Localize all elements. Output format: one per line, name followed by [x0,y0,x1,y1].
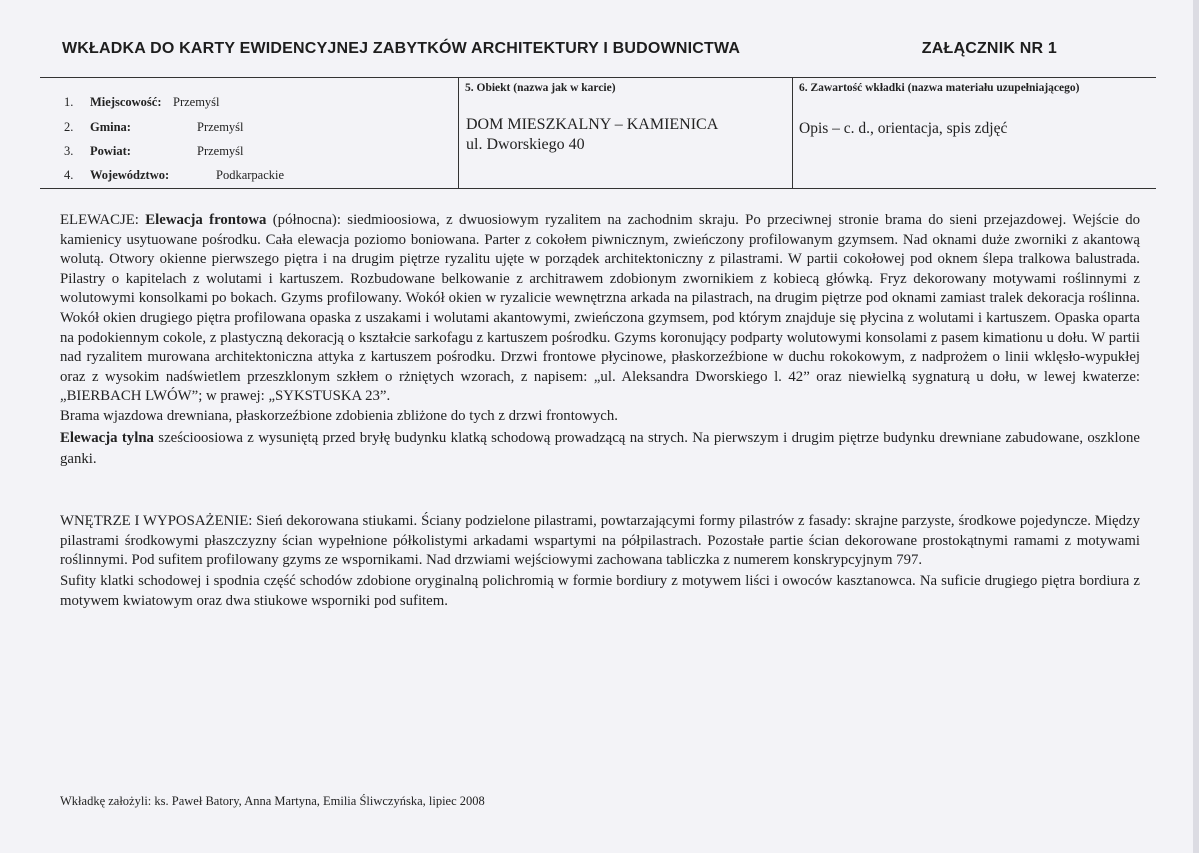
location-row [64,144,244,159]
row-number: 3. [64,144,74,158]
location-row [64,168,285,183]
object-heading: 5. Obiekt (nazwa jak w karcie) [465,82,616,94]
interior-paragraph: WNĘTRZE I WYPOSAŻENIE: Sień dekorowana stiukami. Ściany podzielone pilastrami, powtarzającymi formy pilastrów z fasady: skrajne parzyste, środkowe pojedyncze. Między pilastrami środkowymi płaszczyzny ścian wypełnione półkolistymi arkadami wspartymi na półpilastrach. Pozostałe partie ścian dekorowane prostokątnymi ramami z motywami roślinnymi. Pod sufitem profilowany gzyms ze wspornikami. Nad drzwiami wejściowymi zachowana tabliczka z numerem konskrypcyjnym 797. [60,513,1140,569]
sheet-title: WKŁADKA DO KARTY EWIDENCYJNEJ ZABYTKÓW ARCHITEKTURY I BUDOWNICTWA [62,40,741,57]
rear-elevation-text: sześcioosiowa z wysuniętą przed bryłę budynku klatką schodową prowadzącą na strych. Na pierwszym i drugim piętrze budynku drewniane zabudowane, oszklone ganki. [60,429,1140,467]
row-label: Miejscowość: [90,95,162,109]
contents-column [792,78,1156,188]
row-label: Gmina: [90,120,131,134]
location-row [64,95,220,110]
ceiling-paragraph: Sufity klatki schodowej i spodnia część schodów zdobione oryginalną polichromią w formie bordiury z motywem liści i owoców kasztanowca. Na suficie drugiego piętra bordiura z motywem kwiatowym oraz dwa stiukowe wsporniki pod sufitem. [60,572,1140,609]
front-elevation-text: (północna): siedmioosiowa, z dwuosiowym ryzalitem na zachodnim skraju. Po przeciwnej stronie brama do sieni przejazdowej. Wejście do kamienicy usytuowane pośrodku. Cała elewacja poziomo boniowana. Parter z cokołem piwnicznym, zwieńczony profilowanym gzymsem. Nad oknami duże zworniki z akantową wolutą. Otwory okienne pierwszego piętra i na drugim piętrze ryzalitu ujęte w porządek architektoniczny z pilastrami. W partii cokołowej pod oknem ślepa tralkowa balustrada. Pilastry o kapitelach z wolutami i kartuszem. Rozbudowane belkowanie z architrawem zdobionym zwornikiem z kobiecą główką. Fryz dekorowany motywami roślinnymi z wolutowymi konsolkami po bokach. Gzyms profilowany. Wokół okien w ryzalicie wewnętrzna arkada na pilastrach, na drugim piętrze pod oknami zamiast tralek dekoracja roślinna. Wokół okien drugiego piętra profilowana opaska z uszakami i wolutami akantowymi, zwieńczona gzymsem, pod którym znajduje się płycina z wolutami i kartuszem. Opaska oparta na podokiennym cokole, z plastyczną dekoracją o kształcie sarkofagu z kartuszem pośrodku. Gzyms koronujący podparty wolutowymi konsolami z pasem kimationu u dołu. W partii nad ryzalitem murowana architektoniczna attyka z kartuszem pośrodku. Drzwi frontowe płycinowe, płaskorzeźbione w duchu rokokowym, z nadprożem o linii wklęsło-wypukłej oraz z wysokim nadświetlem przeszklonym szkłem o rżniętych wzorach, z napisem: „ul. Aleksandra Dworskiego l. 42” oraz niewielką sygnaturą u dołu, w lewej kwaterze: „BIERBACH LWÓW”; w prawej: „SYKSTUSKA 23”. [60,212,1140,405]
object-name: DOM MIESZKALNY – KAMIENICA [466,116,719,133]
row-number: 1. [64,95,74,109]
object-address: ul. Dworskiego 40 [466,136,585,153]
row-value: Przemyśl [197,120,244,134]
row-label: Województwo: [90,168,170,182]
rear-elevation-label: Elewacja tylna [60,429,154,446]
row-number: 2. [64,120,74,134]
interior-section [60,512,1140,611]
row-value: Podkarpackie [216,168,285,182]
object-column [458,78,793,188]
row-number: 4. [64,168,74,182]
row-value: Przemyśl [173,95,220,109]
paper-edge [1193,0,1199,853]
annex-label: ZAŁĄCZNIK NR 1 [921,40,1057,57]
elevations-section [60,211,1140,470]
authors-note: Wkładkę założyli: ks. Paweł Batory, Anna Martyna, Emilia Śliwczyńska, lipiec 2008 [60,794,485,808]
front-elevation-label: Elewacja frontowa [145,212,267,228]
contents-value: Opis – c. d., orientacja, spis zdjęć [799,120,1008,137]
row-value: Przemyśl [197,144,244,158]
location-column [40,78,458,188]
object-name-block [466,115,718,155]
location-row [64,120,244,135]
rear-elevation-paragraph [60,428,1140,470]
gate-paragraph: Brama wjazdowa drewniana, płaskorzeźbione zdobienia zbliżone do tych z drzwi frontowych. [60,407,618,424]
sheet-header [62,40,1133,58]
front-elevation-paragraph [60,211,1140,407]
info-table [40,77,1156,189]
section-prefix: ELEWACJE: [60,212,146,228]
row-label: Powiat: [90,144,131,158]
contents-heading: 6. Zawartość wkładki (nazwa materiału uzupełniającego) [799,82,1080,94]
